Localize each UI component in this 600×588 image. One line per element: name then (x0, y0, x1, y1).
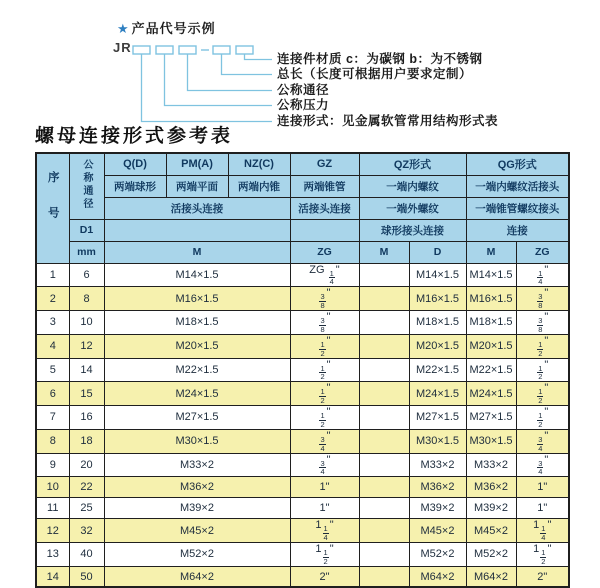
header-qg-m: M (466, 241, 516, 263)
fraction: $\frac{1}{2}$ (538, 363, 543, 382)
cell-qg-m: M39×2 (466, 498, 516, 519)
cell-mm: 22 (69, 477, 104, 498)
header-q: Q(D) (104, 153, 166, 175)
code-example-heading-text: 产品代号示例 (131, 21, 216, 36)
cell-qz-d: M45×2 (409, 519, 466, 543)
header-pm: PM(A) (166, 153, 228, 175)
cell-gz-zg: 1" (290, 498, 359, 519)
cell-gz-zg: 2" (290, 566, 359, 587)
cell-qg-m: M16×1.5 (466, 287, 516, 311)
table-row (36, 358, 569, 382)
cell-mm: 50 (69, 566, 104, 587)
header-diameter (69, 153, 104, 219)
cell-qz-d: M14×1.5 (409, 263, 466, 287)
fraction: $\frac{1}{2}$ (541, 548, 546, 566)
header-union-connection: 活接头连接 (104, 197, 290, 219)
cell-qg-zg: 1" (516, 498, 569, 519)
cell-gz-zg: $\frac{3}{8}$ " (290, 287, 359, 311)
code-example-heading (117, 18, 216, 37)
cell-qg-zg: 1 $\frac{1}{2}$ " (516, 543, 569, 567)
blank-cell (290, 219, 359, 241)
cell-gz-zg: $\frac{3}{4}$ " (290, 453, 359, 477)
fraction: $\frac{1}{2}$ (323, 548, 328, 566)
cell-qz-d: M33×2 (409, 453, 466, 477)
header-qz-sub1: 一端内螺纹 (359, 175, 466, 197)
connector-line-material (245, 54, 273, 60)
cell-serial: 8 (36, 429, 69, 453)
header-qz: QZ形式 (359, 153, 466, 175)
cell-mm: 14 (69, 358, 104, 382)
cell-qg-zg: $\frac{1}{2}$ " (516, 406, 569, 430)
cell-mm: 6 (69, 263, 104, 287)
cell-serial: 6 (36, 382, 69, 406)
cell-m: M64×2 (104, 566, 290, 587)
table-row (36, 406, 569, 430)
cell-qz-d: M20×1.5 (409, 334, 466, 358)
cell-gz-zg: $\frac{3}{8}$ " (290, 311, 359, 335)
header-mm: mm (69, 241, 104, 263)
header-nz-sub: 两端内锥 (228, 175, 290, 197)
cell-qg-m: M36×2 (466, 477, 516, 498)
cell-qz-m (359, 382, 409, 406)
cell-qg-m: M52×2 (466, 543, 516, 567)
fraction: $\frac{1}{2}$ (538, 411, 543, 429)
fraction: $\frac{3}{4}$ (538, 434, 543, 453)
table-row (36, 311, 569, 335)
cell-qz-d: M24×1.5 (409, 382, 466, 406)
cell-serial: 3 (36, 311, 69, 335)
fraction: $\frac{1}{2}$ (320, 363, 325, 382)
table-row (36, 519, 569, 543)
header-m: M (104, 241, 290, 263)
fraction: $\frac{3}{4}$ (320, 458, 325, 477)
header-qz-connection: 球形接头连接 (359, 219, 466, 241)
cell-qg-zg: $\frac{3}{8}$ " (516, 311, 569, 335)
cell-qz-m (359, 263, 409, 287)
cell-m: M39×2 (104, 498, 290, 519)
cell-gz-zg: $\frac{1}{2}$ " (290, 406, 359, 430)
cell-qz-d: M30×1.5 (409, 429, 466, 453)
table-row (36, 429, 569, 453)
connector-line-form (142, 54, 273, 122)
cell-gz-zg: $\frac{1}{2}$ " (290, 358, 359, 382)
cell-qg-m: M22×1.5 (466, 358, 516, 382)
cell-m: M33×2 (104, 453, 290, 477)
cell-qg-zg: 1 $\frac{1}{4}$ " (516, 519, 569, 543)
fraction: $\frac{3}{8}$ (538, 292, 543, 311)
cell-serial: 4 (36, 334, 69, 358)
header-gz-connection: 活接头连接 (290, 197, 359, 219)
cell-serial: 1 (36, 263, 69, 287)
cell-qg-zg: $\frac{3}{8}$ " (516, 287, 569, 311)
cell-qz-m (359, 566, 409, 587)
cell-mm: 8 (69, 287, 104, 311)
header-qg-connection: 连接 (466, 219, 569, 241)
code-box-5 (236, 46, 253, 54)
cell-m: M27×1.5 (104, 406, 290, 430)
cell-m: M36×2 (104, 477, 290, 498)
cell-m: M52×2 (104, 543, 290, 567)
fraction: $\frac{3}{8}$ (320, 292, 325, 311)
cell-mm: 32 (69, 519, 104, 543)
header-d1: D1 (69, 219, 104, 241)
cell-qg-m: M18×1.5 (466, 311, 516, 335)
cell-serial: 7 (36, 406, 69, 430)
fraction: $\frac{1}{4}$ (329, 268, 334, 287)
cell-qg-m: M14×1.5 (466, 263, 516, 287)
cell-serial: 11 (36, 498, 69, 519)
table-row (36, 382, 569, 406)
cell-qz-m (359, 311, 409, 335)
cell-qz-m (359, 477, 409, 498)
header-serial-label: 序号 (46, 171, 59, 243)
cell-gz-zg: 1 $\frac{1}{4}$ " (290, 519, 359, 543)
header-qg-zg: ZG (516, 241, 569, 263)
cell-serial: 13 (36, 543, 69, 567)
cell-qz-d: M18×1.5 (409, 311, 466, 335)
cell-mm: 16 (69, 406, 104, 430)
fraction: $\frac{3}{4}$ (538, 458, 543, 477)
table-header (36, 153, 569, 263)
cell-qz-d: M22×1.5 (409, 358, 466, 382)
cell-serial: 5 (36, 358, 69, 382)
fraction: $\frac{3}{8}$ (538, 316, 543, 334)
cell-mm: 25 (69, 498, 104, 519)
cell-m: M20×1.5 (104, 334, 290, 358)
cell-m: M45×2 (104, 519, 290, 543)
header-qz-m: M (359, 241, 409, 263)
cell-mm: 20 (69, 453, 104, 477)
connector-line-length (222, 54, 273, 75)
fraction: $\frac{3}{4}$ (320, 434, 325, 453)
cell-m: M24×1.5 (104, 382, 290, 406)
header-qg-sub2: 一端锥管螺纹接头 (466, 197, 569, 219)
cell-mm: 15 (69, 382, 104, 406)
code-label-pressure: 公称压力 (277, 98, 330, 112)
fraction: $\frac{3}{8}$ (320, 316, 325, 334)
cell-qg-zg: 1" (516, 477, 569, 498)
nut-connection-table (35, 152, 570, 588)
cell-qg-m: M20×1.5 (466, 334, 516, 358)
fraction: $\frac{1}{4}$ (541, 524, 546, 543)
cell-qg-m: M30×1.5 (466, 429, 516, 453)
cell-mm: 12 (69, 334, 104, 358)
cell-qz-m (359, 429, 409, 453)
code-box-1 (133, 46, 150, 54)
cell-qg-zg: $\frac{1}{4}$ " (516, 263, 569, 287)
cell-qg-zg: $\frac{3}{4}$ " (516, 429, 569, 453)
cell-m: M18×1.5 (104, 311, 290, 335)
code-label-material: 连接件材质 c：为碳钢 b：为不锈钢 (277, 52, 483, 66)
connector-line-pressure (165, 54, 273, 106)
fraction: $\frac{1}{2}$ (320, 387, 325, 406)
cell-qg-m: M33×2 (466, 453, 516, 477)
header-gz-sub: 两端锥管 (290, 175, 359, 197)
table-row (36, 263, 569, 287)
header-qg: QG形式 (466, 153, 569, 175)
cell-qg-zg: $\frac{1}{2}$ " (516, 358, 569, 382)
cell-qz-d: M52×2 (409, 543, 466, 567)
table-row (36, 334, 569, 358)
cell-gz-zg: $\frac{1}{2}$ " (290, 382, 359, 406)
header-gz: GZ (290, 153, 359, 175)
cell-qg-zg: $\frac{1}{2}$ " (516, 334, 569, 358)
header-gz-zg: ZG (290, 241, 359, 263)
header-pm-sub: 两端平面 (166, 175, 228, 197)
table-row (36, 477, 569, 498)
star-icon: ★ (117, 21, 130, 36)
header-nz: NZ(C) (228, 153, 290, 175)
table-body (36, 263, 569, 587)
code-label-length: 总长（长度可根据用户要求定制） (277, 67, 473, 81)
cell-qz-m (359, 334, 409, 358)
cell-gz-zg: ZG $\frac{1}{4}$ " (290, 263, 359, 287)
blank-cell (104, 219, 290, 241)
code-box-2 (156, 46, 173, 54)
cell-qz-d: M16×1.5 (409, 287, 466, 311)
code-prefix: JR (113, 40, 132, 55)
cell-serial: 2 (36, 287, 69, 311)
cell-qz-m (359, 543, 409, 567)
table-row (36, 543, 569, 567)
cell-serial: 10 (36, 477, 69, 498)
fraction: $\frac{1}{2}$ (320, 339, 325, 358)
cell-qz-d: M27×1.5 (409, 406, 466, 430)
fraction: $\frac{1}{4}$ (323, 524, 328, 543)
fraction: $\frac{1}{4}$ (538, 268, 543, 287)
cell-gz-zg: $\frac{1}{2}$ " (290, 334, 359, 358)
cell-m: M14×1.5 (104, 263, 290, 287)
cell-qg-m: M45×2 (466, 519, 516, 543)
cell-qz-m (359, 358, 409, 382)
cell-qg-m: M64×2 (466, 566, 516, 587)
table-row (36, 453, 569, 477)
fraction: $\frac{1}{2}$ (538, 387, 543, 406)
cell-gz-zg: $\frac{3}{4}$ " (290, 429, 359, 453)
cell-qg-m: M24×1.5 (466, 382, 516, 406)
cell-serial: 9 (36, 453, 69, 477)
code-label-form: 连接形式：见金属软管常用结构形式表 (277, 114, 499, 128)
cell-qz-m (359, 453, 409, 477)
cell-qg-zg: 2" (516, 566, 569, 587)
cell-m: M16×1.5 (104, 287, 290, 311)
cell-qz-m (359, 519, 409, 543)
table-row (36, 498, 569, 519)
cell-mm: 40 (69, 543, 104, 567)
cell-qz-m (359, 498, 409, 519)
cell-qz-d: M64×2 (409, 566, 466, 587)
header-serial (36, 153, 69, 263)
cell-qz-m (359, 406, 409, 430)
fraction: $\frac{1}{2}$ (320, 411, 325, 429)
cell-m: M30×1.5 (104, 429, 290, 453)
cell-m: M22×1.5 (104, 358, 290, 382)
cell-qg-zg: $\frac{1}{2}$ " (516, 382, 569, 406)
code-box-4 (213, 46, 230, 54)
header-q-sub: 两端球形 (104, 175, 166, 197)
cell-serial: 12 (36, 519, 69, 543)
code-box-3 (179, 46, 196, 54)
cell-gz-zg: 1" (290, 477, 359, 498)
cell-qg-m: M27×1.5 (466, 406, 516, 430)
header-qz-sub2: 一端外螺纹 (359, 197, 466, 219)
cell-mm: 10 (69, 311, 104, 335)
cell-qz-m (359, 287, 409, 311)
fraction: $\frac{1}{2}$ (538, 339, 543, 358)
cell-qg-zg: $\frac{3}{4}$ " (516, 453, 569, 477)
header-qz-d: D (409, 241, 466, 263)
code-label-diameter: 公称通径 (277, 83, 330, 97)
cell-mm: 18 (69, 429, 104, 453)
cell-gz-zg: 1 $\frac{1}{2}$ " (290, 543, 359, 567)
header-qg-sub1: 一端内螺纹活接头 (466, 175, 569, 197)
table-row (36, 287, 569, 311)
cell-qz-d: M36×2 (409, 477, 466, 498)
cell-serial: 14 (36, 566, 69, 587)
header-diameter-label: 公称通径 (81, 158, 92, 211)
cell-qz-d: M39×2 (409, 498, 466, 519)
table-row (36, 566, 569, 587)
page-title: 螺母连接形式参考表 (34, 125, 234, 147)
